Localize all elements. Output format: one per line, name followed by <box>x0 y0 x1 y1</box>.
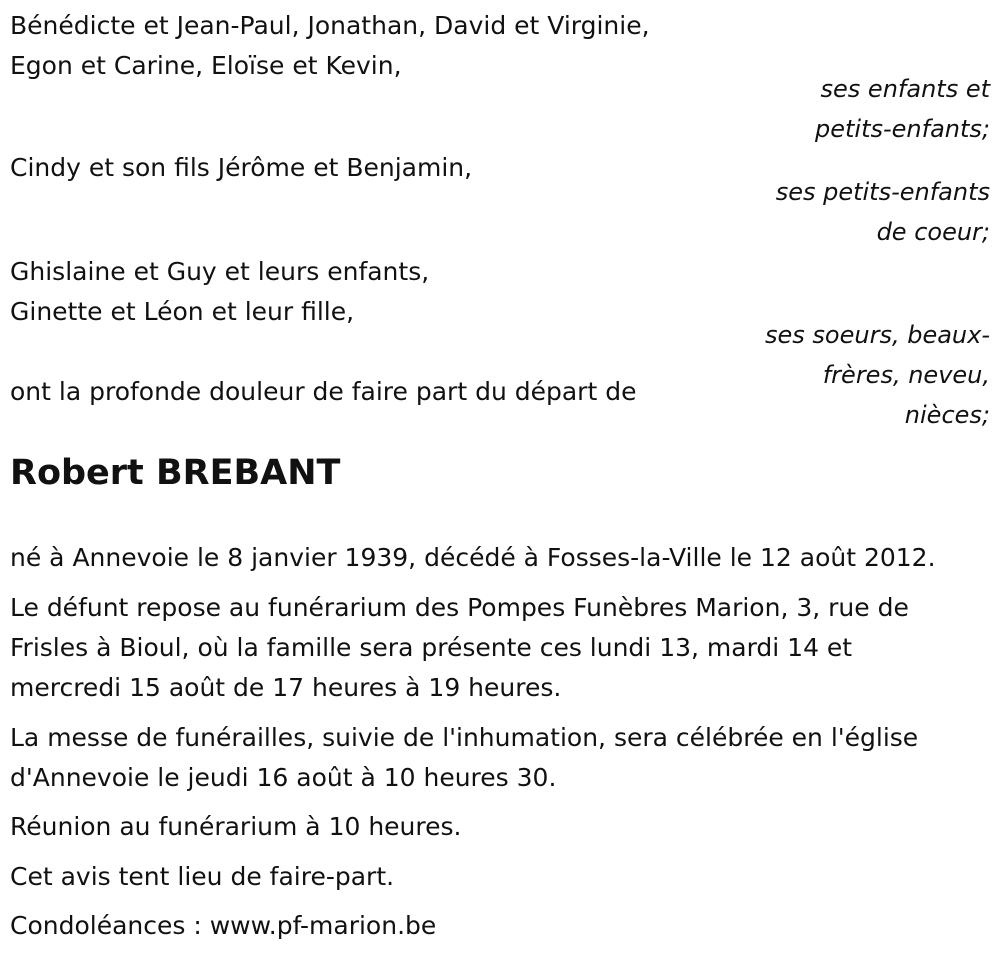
children-role-line-1: ses enfants et <box>820 75 990 103</box>
deceased-name: Robert BREBANT <box>10 453 341 493</box>
mass-line-2: d'Annevoie le jeudi 16 août à 10 heures 30. <box>10 763 557 792</box>
children-role-line-2: petits-enfants; <box>815 115 990 143</box>
condolences-text: Condoléances : www.pf-marion.be <box>10 911 437 940</box>
funerarium-line-1: Le défunt repose au funérarium des Pompes Funèbres Marion, 3, rue de <box>10 593 909 622</box>
heart-grandchildren-role-line-1: ses petits-enfants <box>775 178 990 206</box>
notice-text: Cet avis tent lieu de faire-part. <box>10 862 395 891</box>
meeting-text: Réunion au funérarium à 10 heures. <box>10 812 462 841</box>
birth-death-details: né à Annevoie le 8 janvier 1939, décédé à Fosses-la-Ville le 12 août 2012. <box>10 543 936 572</box>
siblings-role-line-3: nièces; <box>904 401 990 429</box>
siblings-names-line-1: Ghislaine et Guy et leurs enfants, <box>10 257 430 286</box>
heart-grandchildren-names: Cindy et son fils Jérôme et Benjamin, <box>10 153 473 182</box>
heart-grandchildren-role-line-2: de coeur; <box>876 218 990 246</box>
siblings-names-line-2: Ginette et Léon et leur fille, <box>10 297 355 326</box>
funerarium-line-2: Frisles à Bioul, où la famille sera présente ces lundi 13, mardi 14 et <box>10 633 853 662</box>
children-names-line-1: Bénédicte et Jean-Paul, Jonathan, David et Virginie, <box>10 11 650 40</box>
siblings-role-line-1: ses soeurs, beaux- <box>765 321 990 349</box>
funerarium-line-3: mercredi 15 août de 17 heures à 19 heures. <box>10 673 562 702</box>
children-names-line-2: Egon et Carine, Eloïse et Kevin, <box>10 51 402 80</box>
mass-line-1: La messe de funérailles, suivie de l'inhumation, sera célébrée en l'église <box>10 723 919 752</box>
siblings-role-line-2: frères, neveu, <box>822 361 990 389</box>
announcement-text: ont la profonde douleur de faire part du départ de <box>10 377 637 406</box>
